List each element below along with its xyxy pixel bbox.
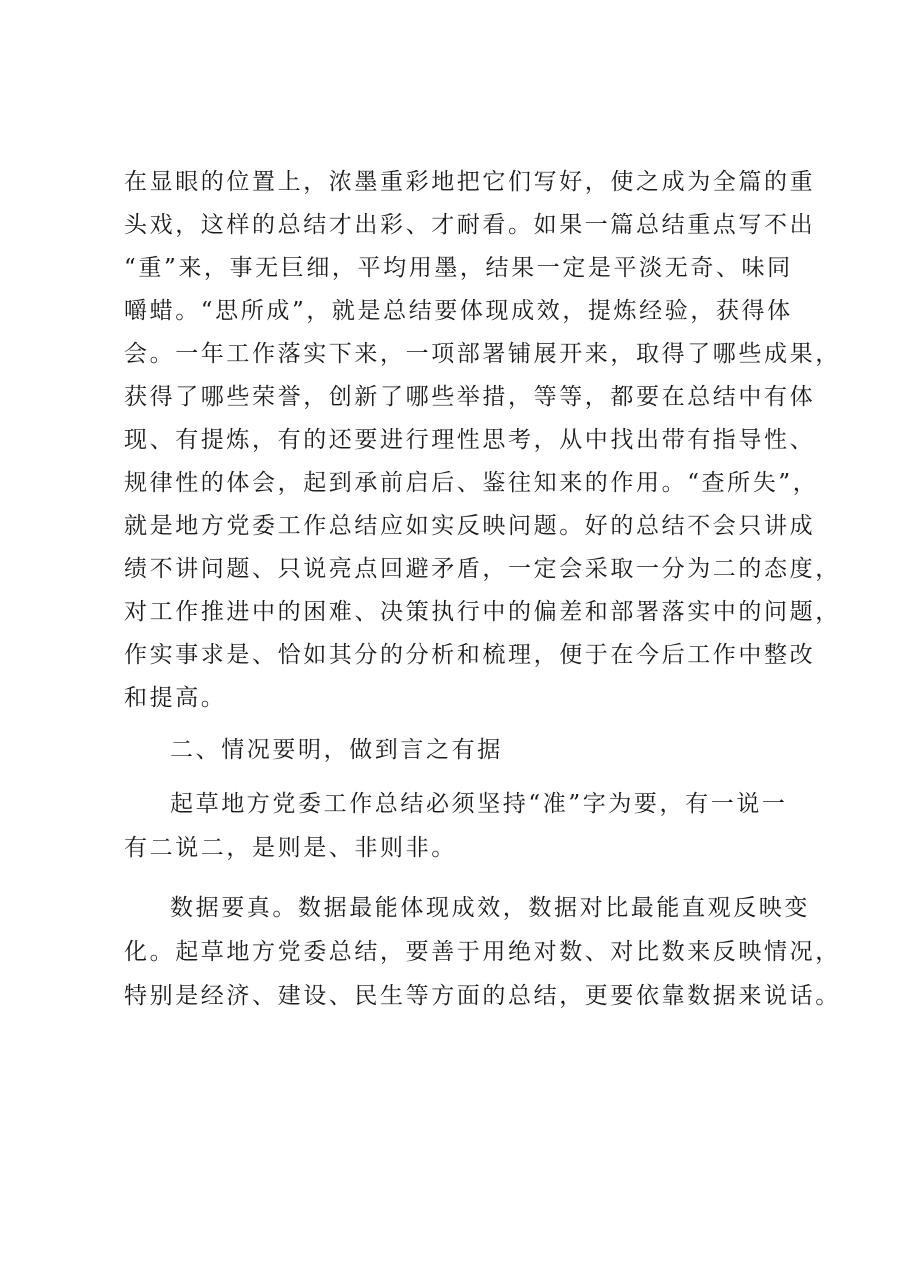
- paragraph-line: 有二说二，是则是、非则非。: [124, 835, 457, 861]
- paragraph-line: 和提高。: [124, 685, 227, 711]
- paragraph-line: 嚼蜡。“思所成”，就是总结要体现成效，提炼经验，获得体: [124, 298, 793, 324]
- paragraph-line: 在显眼的位置上，浓墨重彩地把它们写好，使之成为全篇的重: [124, 169, 816, 195]
- paragraph-line: 会。一年工作落实下来，一项部署铺展开来，取得了哪些成果，: [124, 341, 841, 367]
- paragraph-line: 特别是经济、建设、民生等方面的总结，更要依靠数据来说话。: [124, 983, 841, 1009]
- paragraph-line: 就是地方党委工作总结应如实反映问题。好的总结不会只讲成: [124, 513, 816, 539]
- paragraph-line: 规律性的体会，起到承前启后、鉴往知来的作用。“查所失”，: [124, 470, 819, 496]
- paragraph-line: 化。起草地方党委总结，要善于用绝对数、对比数来反映情况，: [124, 939, 841, 965]
- paragraph-line: “重”来，事无巨细，平均用墨，结果一定是平淡无奇、味同: [124, 255, 793, 281]
- paragraph-line: 数据要真。数据最能体现成效，数据对比最能直观反映变: [170, 895, 810, 921]
- section-heading: 二、情况要明，做到言之有据: [170, 737, 503, 763]
- paragraph-line: 对工作推进中的困难、决策执行中的偏差和部署落实中的问题，: [124, 599, 841, 625]
- paragraph-line: 绩不讲问题、只说亮点回避矛盾，一定会采取一分为二的态度，: [124, 556, 841, 582]
- paragraph-line: 作实事求是、恰如其分的分析和梳理，便于在今后工作中整改: [124, 642, 816, 668]
- paragraph-line: 获得了哪些荣誉，创新了哪些举措，等等，都要在总结中有体: [124, 384, 816, 410]
- paragraph-line: 起草地方党委工作总结必须坚持“准”字为要，有一说一: [170, 791, 788, 817]
- paragraph-line: 现、有提炼，有的还要进行理性思考，从中找出带有指导性、: [124, 427, 816, 453]
- paragraph-line: 头戏，这样的总结才出彩、才耐看。如果一篇总结重点写不出: [124, 212, 816, 238]
